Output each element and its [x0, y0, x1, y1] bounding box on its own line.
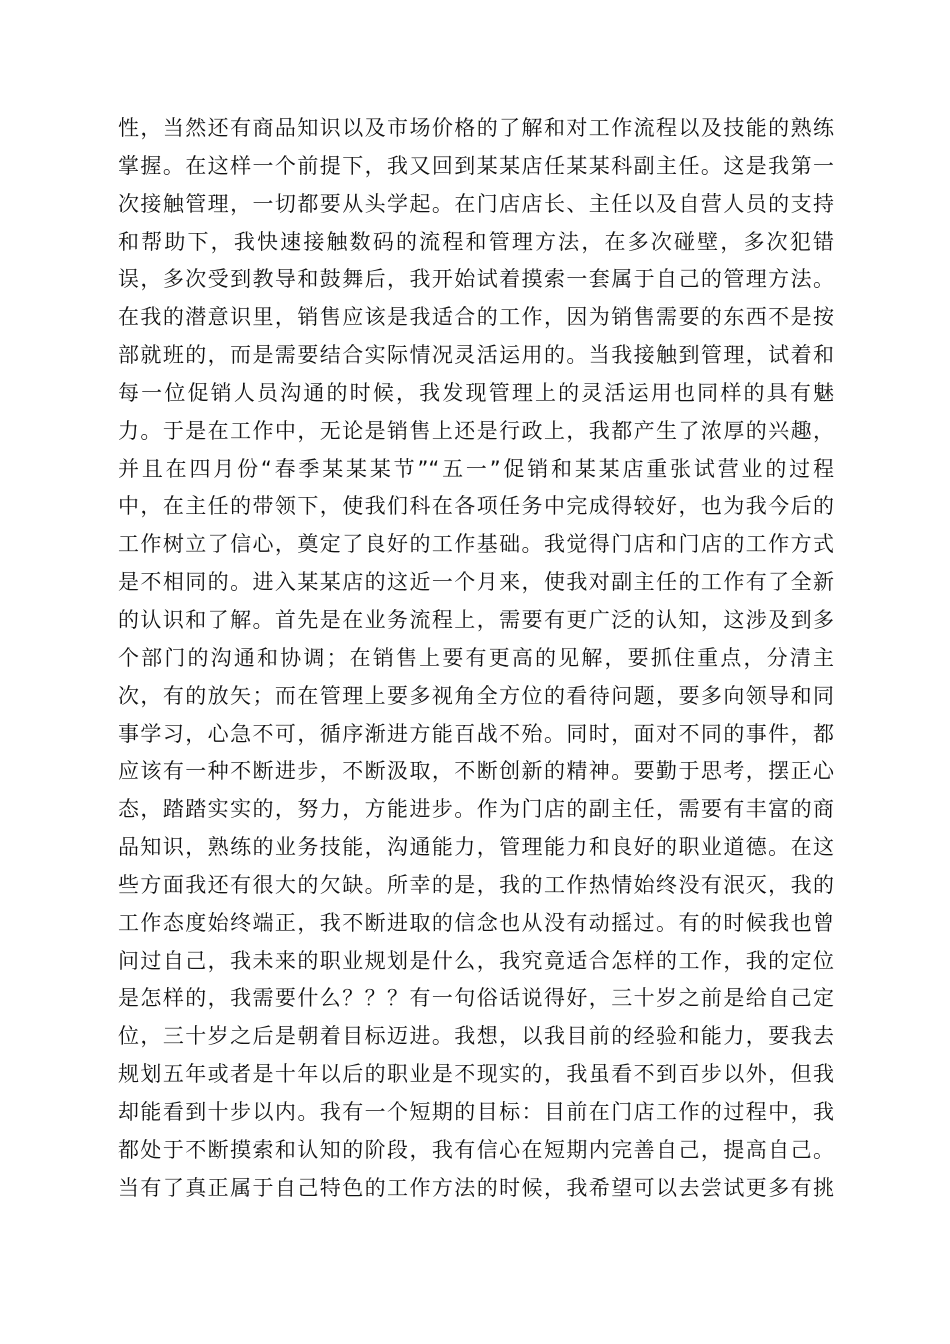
text-line: 事学习，心急不可，循序渐进方能百战不殆。同时，面对不同的事件，都: [118, 721, 834, 746]
text-line: 工作树立了信心，奠定了良好的工作基础。我觉得门店和门店的工作方式: [118, 532, 834, 557]
text-line: 次，有的放矢；而在管理上要多视角全方位的看待问题，要多向领导和同: [118, 683, 834, 708]
text-line: 中，在主任的带领下，使我们科在各项任务中完成得较好，也为我今后的: [118, 494, 834, 519]
text-line: 的认识和了解。首先是在业务流程上，需要有更广泛的认知，这涉及到多: [118, 607, 834, 632]
text-line: 掌握。在这样一个前提下，我又回到某某店任某某科副主任。这是我第一: [118, 153, 834, 178]
text-line: 性，当然还有商品知识以及市场价格的了解和对工作流程以及技能的熟练: [118, 116, 834, 140]
text-line: 规划五年或者是十年以后的职业是不现实的，我虽看不到百步以外，但我: [118, 1062, 834, 1087]
text-line: 应该有一种不断进步，不断汲取，不断创新的精神。要勤于思考，摆正心: [118, 759, 834, 784]
text-line: 个部门的沟通和协调；在销售上要有更高的见解，要抓住重点，分清主: [118, 645, 834, 670]
text-line: 和帮助下，我快速接触数码的流程和管理方法，在多次碰壁，多次犯错: [118, 229, 834, 254]
text-line: 是怎样的，我需要什么？？？有一句俗话说得好，三十岁之前是给自己定: [118, 986, 834, 1011]
text-line: 力。于是在工作中，无论是销售上还是行政上，我都产生了浓厚的兴趣，: [118, 418, 834, 443]
text-line: 部就班的，而是需要结合实际情况灵活运用的。当我接触到管理，试着和: [118, 343, 834, 368]
text-line: 每一位促销人员沟通的时候，我发现管理上的灵活运用也同样的具有魅: [118, 380, 834, 405]
text-line: 品知识，熟练的业务技能，沟通能力，管理能力和良好的职业道德。在这: [118, 835, 834, 860]
text-line: 位，三十岁之后是朝着目标迈进。我想，以我目前的经验和能力，要我去: [118, 1024, 834, 1049]
text-line: 在我的潜意识里，销售应该是我适合的工作，因为销售需要的东西不是按: [118, 305, 834, 330]
document-body-text: [118, 110, 834, 1207]
text-line: 工作态度始终端正，我不断进取的信念也从没有动摇过。有的时候我也曾: [118, 910, 834, 935]
text-line: 误，多次受到教导和鼓舞后，我开始试着摸索一套属于自己的管理方法。: [118, 267, 834, 292]
text-line: 问过自己，我未来的职业规划是什么，我究竟适合怎样的工作，我的定位: [118, 948, 834, 973]
text-line: 并且在四月份“春季某某某节”“五一”促销和某某店重张试营业的过程: [118, 456, 834, 481]
text-line: 是不相同的。进入某某店的这近一个月来，使我对副主任的工作有了全新: [118, 570, 834, 595]
text-line: 当有了真正属于自己特色的工作方法的时候，我希望可以去尝试更多有挑: [118, 1175, 834, 1200]
text-line: 次接触管理，一切都要从头学起。在门店店长、主任以及自营人员的支持: [118, 191, 834, 216]
text-line: 态，踏踏实实的，努力，方能进步。作为门店的副主任，需要有丰富的商: [118, 797, 834, 822]
text-line: 却能看到十步以内。我有一个短期的目标：目前在门店工作的过程中，我: [118, 1099, 834, 1124]
text-line: 些方面我还有很大的欠缺。所幸的是，我的工作热情始终没有泯灭，我的: [118, 872, 834, 897]
text-line: 都处于不断摸索和认知的阶段，我有信心在短期内完善自己，提高自己。: [118, 1137, 834, 1162]
